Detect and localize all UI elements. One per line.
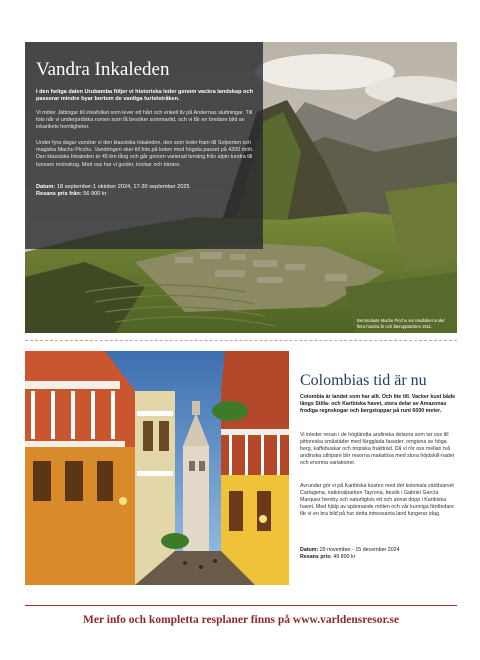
inca-price-label: Resans pris från: [36, 191, 82, 198]
colombia-price-value: 49 800 kr [333, 554, 356, 561]
inca-paragraph-1: Vi möter Jättingar till inkafolket som lever ett hårt och enkelt liv på Andernas sluttningar. Till fots når vi underjordiska rumen som få besöker sommartid, och vi får en bredare bild av inkarikets hemligheter. [36, 110, 253, 131]
cartagena-street-photo [25, 351, 289, 585]
photo-caption: Berömdaste Machu Picchu var inkafolket under flera hundra år och återupptäcktes 1911. [357, 318, 445, 329]
section-divider [25, 340, 457, 341]
inca-lead: I den heliga dalen Urubamba följer vi historiska leder genom vackra landskap och passerar mindre byar bortom de vanliga turiststråken. [36, 89, 253, 103]
inca-date-value: 18 september-1 oktober 2024, 17-30 september 2025 [56, 184, 190, 190]
inca-trip-info [36, 184, 258, 199]
colombia-price-label: Resans pris: [300, 554, 332, 561]
footer-rule [25, 605, 457, 606]
inca-date-label: Datum: [36, 184, 56, 190]
inca-title: Vandra Inkaleden [36, 59, 170, 80]
footer-link-text[interactable]: Mer info och kompletta resplaner finns på www.varldensresor.se [83, 614, 399, 626]
inca-paragraph-2: Under fyra dagar vandrar vi den klassiska Inkaleden, den som leder fram till Solporten och magiska Machu Picchu. Vandringen sker till fots på leden med högsta passet på 4200 möh. Den klassiska Inkaleden är 45 km lång och går genom varierad terräng från alpin tundra till tunnare molnskog. Med oss har vi guider, kockar och bärare. [36, 140, 254, 168]
colombia-date-label: Datum: [300, 547, 319, 553]
colombia-date-value: 29 november - 15 december 2024 [319, 547, 400, 553]
inca-price-value: 56 900 kr [83, 191, 107, 198]
colombia-lead: Colombia är landet som har allt. Och lite till. Vacker kust både längs Stilla- och Karibiska havet, stora delar av Amazonas frodiga regnskogar och bergstoppar på runt 6000 meter. [300, 394, 456, 415]
text-overlay [25, 42, 263, 249]
machu-picchu-photo [25, 42, 457, 333]
cartagena-image [25, 351, 289, 585]
colombia-trip-info [300, 547, 458, 561]
colombia-title: Colombias tid är nu [300, 372, 427, 389]
colombia-paragraph-2: Avrundar gör vi på Karibiska kusten med det koloniala världsarvet Cartagena, nationalparken Tayrona, besök i Gabriel García Marquez hemby och naturligtvis ett och annat dopp i Karibiska havet. Med hjälp av spännande möten och vår kunniga färdledare får vi en bra bild på hur detta intressanta land fungerar idag. [300, 483, 455, 518]
colombia-paragraph-1: Vi inleder resan i de högländta andinska delarna som tar oss till pittoreska småstäder med färggladа fasader, omgivna av höga berg, kaffebuskar och tropiska fruktträd. Då vi rör oss mellan två andinska utlöpare blir resorna makalösa med stora höjdskill-nader och enorma variationer. [300, 432, 455, 467]
